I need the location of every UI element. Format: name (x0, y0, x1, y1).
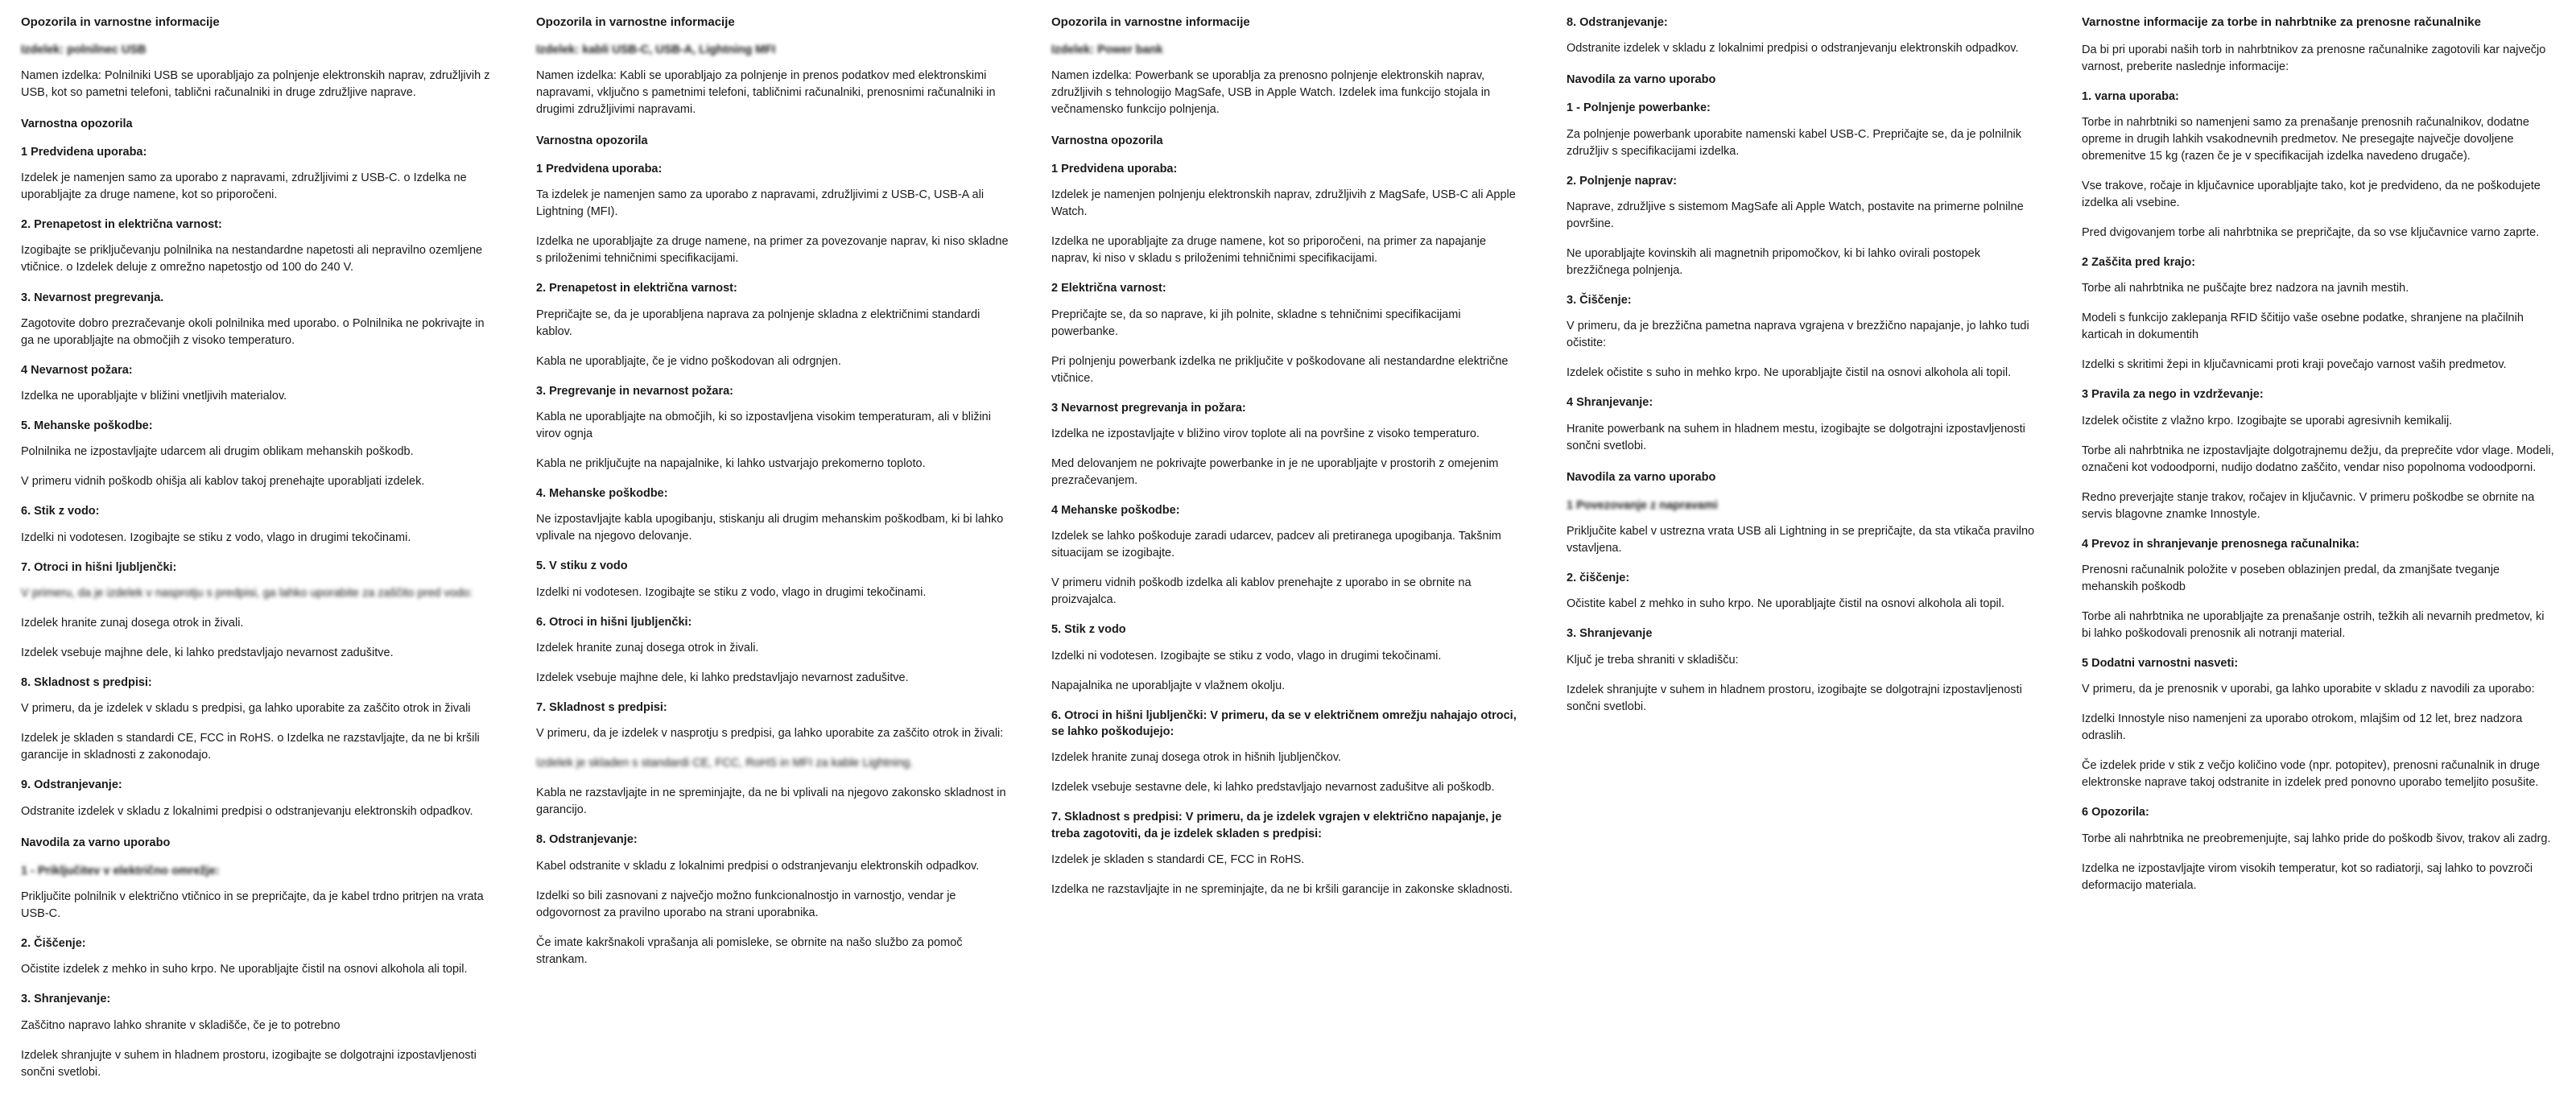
item-paragraph: Izdelek vsebuje majhne dele, ki lahko predstavljajo nevarnost zadušitve. (21, 646, 394, 660)
item-paragraph: Izdelek hranite zunaj dosega otrok in hišnih ljubljenčkov. (1051, 751, 1342, 765)
item-heading: 8. Odstranjevanje: (536, 833, 638, 847)
item-paragraph: V primeru, da je prenosnik v uporabi, ga lahko uporabite v skladu z navodili za uporabo: (2082, 683, 2535, 696)
item-heading: 5. Mehanske poškodbe: (21, 419, 153, 433)
item-heading: 5. Stik z vodo (1051, 623, 1126, 637)
item-paragraph: Izdelek je skladen s standardi CE, FCC in RoHS. o Izdelka ne razstavljajte, da ne bi kršili garancije in skladnosti z zakonodajo. (21, 732, 480, 762)
item-heading: 3 Pravila za nego in vzdrževanje: (2082, 388, 2264, 402)
product-label-text: Izdelek: Power bank (1051, 43, 1163, 56)
item-paragraph: Kabla ne priključujte na napajalnike, ki lahko ustvarjajo prekomerno toploto. (536, 456, 926, 470)
item-heading: 3. Pregrevanje in nevarnost požara: (536, 384, 733, 398)
item-paragraph: Kabla ne uporabljajte, če je vidno poškodovan ali odrgnjen. (536, 354, 841, 368)
item-paragraph: Izdelki Innostyle niso namenjeni za uporabo otrokom, mlajšim od 12 let, brez nadzora odraslih. (2082, 712, 2523, 743)
usage-heading: 3. Čiščenje: (1567, 294, 1632, 308)
item-paragraph: Kabla ne razstavljajte in ne spreminjajte, da ne bi vplivali na njegovo zakonsko skladnost in garancijo. (536, 786, 1006, 817)
item-heading: 5 Dodatni varnostni nasveti: (2082, 657, 2239, 671)
item-heading: 1. varna uporaba: (2082, 89, 2179, 103)
item-paragraph: Kabel odstranite v skladu z lokalnimi predpisi o odstranjevanju elektronskih odpadkov. (536, 859, 980, 873)
usage-paragraph: Naprave, združljive s sistemom MagSafe ali Apple Watch, postavite na primerne polnilne površine. (1567, 200, 2024, 230)
item-paragraph: Redno preverjajte stanje trakov, ročajev in ključavnic. V primeru poškodbe se obrnite na servis blagovne znamke Innostyle. (2082, 490, 2535, 521)
item-paragraph: Pri polnjenju powerbank izdelka ne priključite v poškodovane ali nestandardne električne vtičnice. (1051, 354, 1509, 385)
item-heading: 2 Zaščita pred krajo: (2082, 255, 2196, 269)
item-paragraph: Pred dvigovanjem torbe ali nahrbtnika se prepričajte, da so vse ključavnice varno zaprte. (2082, 225, 2540, 239)
item-heading: 2. Prenapetost in električna varnost: (21, 218, 222, 232)
item-paragraph: Ta izdelek je namenjen samo za uporabo z napravami, združljivimi z USB-C, USB-A ali Lightning (MFI). (536, 188, 985, 219)
item-paragraph: Izdelek hranite zunaj dosega otrok in živali. (21, 617, 244, 630)
item-paragraph: Prepričajte se, da so naprave, ki jih polnite, skladne s tehničnimi specifikacijami powerbanke. (1051, 308, 1461, 338)
usage-paragraph: Izdelek shranjujte v suhem in hladnem prostoru, izogibajte se dolgotrajni izpostavljenosti sončni svetlobi. (1567, 683, 2022, 713)
section-warnings: Varnostna opozorila (21, 117, 133, 130)
usage-heading: 3. Shranjevanje (1567, 627, 1653, 641)
item-paragraph: Izdelek hranite zunaj dosega otrok in živali. (536, 641, 759, 654)
item-paragraph: Prepričajte se, da je uporabljena naprava za polnjenje skladna z električnimi standardi kablov. (536, 308, 980, 338)
usage-heading: 4 Shranjevanje: (1567, 396, 1653, 410)
item-paragraph: Izdelek vsebuje majhne dele, ki lahko predstavljajo nevarnost zadušitve. (536, 671, 909, 684)
intro-paragraph: Da bi pri uporabi naših torb in nahrbtnikov za prenosne računalnike zagotovili kar največjo varnost, preberite naslednje informacije: (2082, 43, 2546, 73)
product-label (1051, 42, 1525, 58)
item-paragraph: Torbe ali nahrbtnika ne preobremenjujte, saj lahko pride do poškodb šivov, trakov ali zadrg. (2082, 832, 2551, 845)
usage-paragraph: Hranite powerbank na suhem in hladnem mestu, izogibajte se dolgotrajni izpostavljenosti sončni svetlobi. (1567, 422, 2025, 452)
item-paragraph: Izdelka ne uporabljajte za druge namene, na primer za povezovanje naprav, ki niso skladne s priloženimi tehničnimi specifikacijami. (536, 235, 1009, 266)
item-paragraph: Izdelka ne izpostavljajte v bližino virov toplote ali na površine z visoko temperaturo. (1051, 427, 1480, 440)
item-paragraph: Prenosni računalnik položite v poseben oblazinjen predal, da zmanjšate tveganje mehanskih poškodb (2082, 563, 2500, 593)
usage-paragraph: Očistite izdelek z mehko in suho krpo. Ne uporabljajte čistil na osnovi alkohola ali topil. (21, 963, 468, 976)
item-paragraph: Zagotovite dobro prezračevanje okoli polnilnika med uporabo. o Polnilnika ne pokrivajte in ga ne uporabljajte na območjih z visoko temperaturo. (21, 316, 485, 347)
item-paragraph: Izdelka ne izpostavljajte virom visokih temperatur, kot so radiatorji, saj lahko to povzroči deformacijo materiala. (2082, 861, 2533, 892)
usage-paragraph: Za polnjenje powerbank uporabite namenski kabel USB-C. Prepričajte se, da je polnilnik združljiv s specifikacijami izdelka. (1567, 127, 2022, 158)
intro-paragraph: Namen izdelka: Polnilniki USB se uporabljajo za polnjenje elektronskih naprav, združljivih z USB, kot so pametni telefoni, tablični računalniki in druge združljive naprave. (21, 68, 490, 99)
item-paragraph: Izdelek vsebuje sestavne dele, ki lahko predstavljajo nevarnost zadušitve ali poškodb. (1051, 781, 1495, 795)
item-paragraph: Torbe ali nahrbtnika ne uporabljajte za prenašanje ostrih, težkih ali nevarnih predmetov, ki bi lahko poškodovali prenosnik ali notranji material. (2082, 609, 2545, 640)
item-paragraph: Izdelka ne uporabljajte za druge namene, kot so priporočeni, na primer za napajanje naprav, ki niso v skladu s priloženimi tehničnimi specifikacijami. (1051, 235, 1487, 266)
item-heading: 8. Odstranjevanje: (1567, 16, 1668, 29)
column-bags (2061, 14, 2576, 907)
product-label (536, 42, 1009, 58)
item-heading: 3. Nevarnost pregrevanja. (21, 291, 164, 304)
usage-heading: 3. Shranjevanje: (21, 993, 111, 1006)
usage-paragraph: Ne uporabljajte kovinskih ali magnetnih pripomočkov, ki bi lahko ovirali postopek brezžičnega polnjenja. (1567, 246, 1980, 277)
product-label (21, 42, 494, 58)
usage-paragraph: Izdelek očistite s suho in mehko krpo. Ne uporabljajte čistil na osnovi alkohola ali topil. (1567, 366, 2012, 380)
item-heading: 3 Nevarnost pregrevanja in požara: (1051, 401, 1246, 415)
item-paragraph: Odstranite izdelek v skladu z lokalnimi predpisi o odstranjevanju elektronskih odpadkov. (1567, 42, 2019, 56)
column-powerbank (1030, 14, 1546, 911)
item-paragraph: Torbe in nahrbtniki so namenjeni samo za prenašanje prenosnih računalnikov, dodatne opreme in drugih lahkih vsakodnevnih predmetov. Ne presegajte največje dovoljene obremenitve 15 kg (razen če je v specifikacijah izdelka navedeno drugače). (2082, 115, 2529, 163)
item-paragraph: Izdelka ne uporabljajte v bližini vnetljivih materialov. (21, 390, 287, 403)
item-heading: 6. Otroci in hišni ljubljenčki: (536, 615, 692, 629)
usage-paragraph: Očistite kabel z mehko in suho krpo. Ne uporabljajte čistil na osnovi alkohola ali topil. (1567, 597, 2005, 611)
item-paragraph: Torbe ali nahrbtnika ne izpostavljajte dolgotrajnemu dežju, da preprečite vdor vlage. Modeli, označeni kot vodoodporni, nudijo dodatno zaščito, vendar niso popolnoma vodoodporni. (2082, 444, 2554, 474)
item-heading: 7. Skladnost s predpisi: V primeru, da je izdelek vgrajen v električno napajanje, je treba zagotoviti, da je izdelek skladen s predpisi: (1051, 811, 1502, 840)
item-heading: 9. Odstranjevanje: (21, 778, 122, 792)
item-heading: 4. Mehanske poškodbe: (536, 486, 668, 500)
item-paragraph: Kabla ne uporabljajte na območjih, ki so izpostavljena visokim temperaturam, ali v bližini virov ognja (536, 410, 991, 440)
column-powerbank-continued (1546, 14, 2061, 729)
item-paragraph: V primeru, da je izdelek v nasprotju s predpisi, ga lahko uporabite za zaščito otrok in živali: (536, 727, 1004, 741)
item-paragraph: V primeru, da je izdelek v nasprotju s predpisi, ga lahko uporabite za zaščito pred vodo: (21, 587, 473, 601)
item-paragraph: V primeru vidnih poškodb izdelka ali kablov prenehajte z uporabo in se obrnite na proizvajalca. (1051, 576, 1472, 607)
usage-heading-text: 1 - Priključitev v električno omrežje: (21, 864, 220, 877)
item-paragraph: Polnilnika ne izpostavljajte udarcem ali drugim oblikam mehanskih poškodb. (21, 445, 414, 459)
page-title: Opozorila in varnostne informacije (1051, 15, 1250, 29)
item-heading: 1 Predvidena uporaba: (21, 145, 147, 159)
item-heading: 7. Otroci in hišni ljubljenčki: (21, 560, 177, 574)
item-paragraph: Ne izpostavljajte kabla upogibanju, stiskanju ali drugim mehanskim poškodbam, ki bi lahko vplivale na njegovo delovanje. (536, 513, 1004, 543)
usage-heading: 2. Čiščenje: (21, 937, 86, 951)
intro-paragraph: Namen izdelka: Powerbank se uporablja za prenosno polnjenje elektronskih naprav, združljivih s tehnologijo MagSafe, USB in Apple Watch. Izdelek ima funkcijo stojala in večnamensko funkcijo polnjenja. (1051, 68, 1491, 116)
item-paragraph: Izdelki ni vodotesen. Izogibajte se stiku z vodo, vlago in drugimi tekočinami. (1051, 649, 1442, 663)
item-paragraph: V primeru vidnih poškodb ohišja ali kablov takoj prenehajte uporabljati izdelek. (21, 475, 425, 489)
item-paragraph: V primeru, da je izdelek v skladu s predpisi, ga lahko uporabite za zaščito otrok in živali (21, 702, 471, 716)
closing-paragraph: Izdelki so bili zasnovani z največjo možno funkcionalnostjo in varnostjo, vendar je odgovornost za pravilno uporabo na strani uporabnika. (536, 889, 956, 919)
column-charger (0, 14, 515, 1094)
item-paragraph: Izogibajte se priključevanju polnilnika na nestandardne napetosti ali nepravilno ozemljene vtičnice. o Izdelek deluje z omrežno napetostjo od 100 do 240 V. (21, 244, 483, 275)
item-heading: 4 Nevarnost požara: (21, 363, 133, 377)
product-label-text: Izdelek: kabli USB-C, USB-A, Lightning MFI (536, 43, 776, 56)
usage-paragraph: Ključ je treba shraniti v skladišču: (1567, 653, 1739, 667)
item-heading: 2 Električna varnost: (1051, 282, 1166, 295)
item-heading: 4 Prevoz in shranjevanje prenosnega računalnika: (2082, 537, 2359, 551)
item-paragraph: Izdelek je namenjen samo za uporabo z napravami, združljivimi z USB-C. o Izdelka ne uporabljajte za druge namene, kot so priporočeni. (21, 171, 467, 202)
item-paragraph: Med delovanjem ne pokrivajte powerbanke in je ne uporabljajte v prostorih z omejenim prezračevanjem. (1051, 456, 1499, 487)
usage-heading-text: 1 Povezovanje z napravami (1567, 498, 1718, 512)
item-paragraph: Če izdelek pride v stik z večjo količino vode (npr. potopitev), prenosni računalnik in druge elektronske naprave takoj odstranite in izdelek pred ponovno uporabo temeljito posušite. (2082, 759, 2541, 790)
closing-paragraph: Če imate kakršnakoli vprašanja ali pomisleke, se obrnite na našo službo za pomoč strankam. (536, 935, 963, 966)
item-heading: 1 Predvidena uporaba: (1051, 162, 1178, 175)
usage-paragraph: Zaščitno napravo lahko shranite v skladišče, če je to potrebno (21, 1018, 341, 1032)
section-usage: Navodila za varno uporabo (1567, 73, 1716, 87)
section-usage: Navodila za varno uporabo (21, 836, 171, 849)
item-paragraph: Izdelek je skladen s standardi CE, FCC in RoHS. (1051, 852, 1305, 866)
item-heading: 4 Mehanske poškodbe: (1051, 503, 1180, 517)
item-heading: 7. Skladnost s predpisi: (536, 700, 667, 714)
item-paragraph: Torbe ali nahrbtnika ne puščajte brez nadzora na javnih mestih. (2082, 282, 2409, 295)
item-heading: 6 Opozorila: (2082, 806, 2149, 819)
item-paragraph: Izdelek je skladen s standardi CE, FCC, RoHS in MFI za kable Lightning. (536, 757, 914, 770)
usage-paragraph: Izdelek shranjujte v suhem in hladnem prostoru, izogibajte se dolgotrajni izpostavljenosti sončni svetlobi. (21, 1048, 477, 1079)
item-paragraph: Izdelek je namenjen polnjenju elektronskih naprav, združljivih z MagSafe, USB-C ali Apple Watch. (1051, 188, 1516, 219)
section-usage-2: Navodila za varno uporabo (1567, 470, 1716, 484)
product-label-text: Izdelek: polnilnec USB (21, 43, 147, 56)
usage-paragraph: Priključite polnilnik v električno vtičnico in se prepričajte, da je kabel trdno pritrjen na vrata USB-C. (21, 890, 484, 921)
item-heading: 2. Prenapetost in električna varnost: (536, 282, 737, 295)
item-heading: 1 Predvidena uporaba: (536, 162, 663, 175)
item-heading: 8. Skladnost s predpisi: (21, 676, 152, 690)
section-warnings: Varnostna opozorila (1051, 134, 1163, 147)
item-paragraph: Izdelek očistite z vlažno krpo. Izogibajte se uporabi agresivnih kemikalij. (2082, 414, 2453, 427)
item-heading: 6. Otroci in hišni ljubljenčki: V primeru, da se v električnem omrežju nahajajo otroci, se lahko poškodujejo: (1051, 708, 1517, 738)
page-title: Varnostne informacije za torbe in nahrbtnike za prenosne računalnike (2082, 15, 2481, 29)
intro-paragraph: Namen izdelka: Kabli se uporabljajo za polnjenje in prenos podatkov med elektronskimi napravami, vključno s pametnimi telefoni, tabličnimi računalniki, prenosnimi računalniki in drugimi združljivimi napravami. (536, 68, 996, 116)
usage-heading: 2. Polnjenje naprav: (1567, 174, 1677, 188)
item-paragraph: Napajalnika ne uporabljajte v vlažnem okolju. (1051, 679, 1286, 692)
item-paragraph: Izdelek se lahko poškoduje zaradi udarcev, padcev ali pretiranega upogibanja. Takšnim situacijam se izogibajte. (1051, 530, 1501, 560)
usage-heading: 2. čiščenje: (1567, 572, 1630, 585)
item-heading: 6. Stik z vodo: (21, 505, 100, 518)
item-paragraph: Vse trakove, ročaje in ključavnice uporabljajte tako, kot je predvideno, da ne poškodujete izdelka ali vsebine. (2082, 179, 2541, 209)
item-paragraph: Izdelka ne razstavljajte in ne spreminjajte, da ne bi kršili garancije in zakonske skladnosti. (1051, 882, 1513, 896)
page-title: Opozorila in varnostne informacije (21, 15, 220, 29)
item-paragraph: Izdelki s skritimi žepi in ključavnicami proti kraji povečajo varnost vaših predmetov. (2082, 358, 2507, 372)
usage-heading (21, 863, 494, 879)
usage-paragraph: V primeru, da je brezžična pametna naprava vgrajena v brezžično napajanje, jo lahko tudi očistite: (1567, 320, 2029, 350)
item-heading: 5. V stiku z vodo (536, 559, 628, 573)
item-paragraph: Izdelki ni vodotesen. Izogibajte se stiku z vodo, vlago in drugimi tekočinami. (536, 585, 927, 599)
usage-heading (1567, 497, 2040, 514)
usage-heading: 1 - Polnjenje powerbanke: (1567, 101, 1711, 115)
page-title: Opozorila in varnostne informacije (536, 15, 735, 29)
section-warnings: Varnostna opozorila (536, 134, 648, 147)
item-paragraph: Izdelki ni vodotesen. Izogibajte se stiku z vodo, vlago in drugimi tekočinami. (21, 530, 411, 544)
item-paragraph: Modeli s funkcijo zaklepanja RFID ščitijo vaše osebne podatke, shranjene na plačilnih karticah in dokumentih (2082, 312, 2524, 342)
usage-paragraph: Priključite kabel v ustrezna vrata USB ali Lightning in se prepričajte, da sta vtikača pravilno vstavljena. (1567, 525, 2035, 555)
column-cables (515, 14, 1030, 981)
item-paragraph: Odstranite izdelek v skladu z lokalnimi predpisi o odstranjevanju elektronskih odpadkov. (21, 804, 473, 818)
